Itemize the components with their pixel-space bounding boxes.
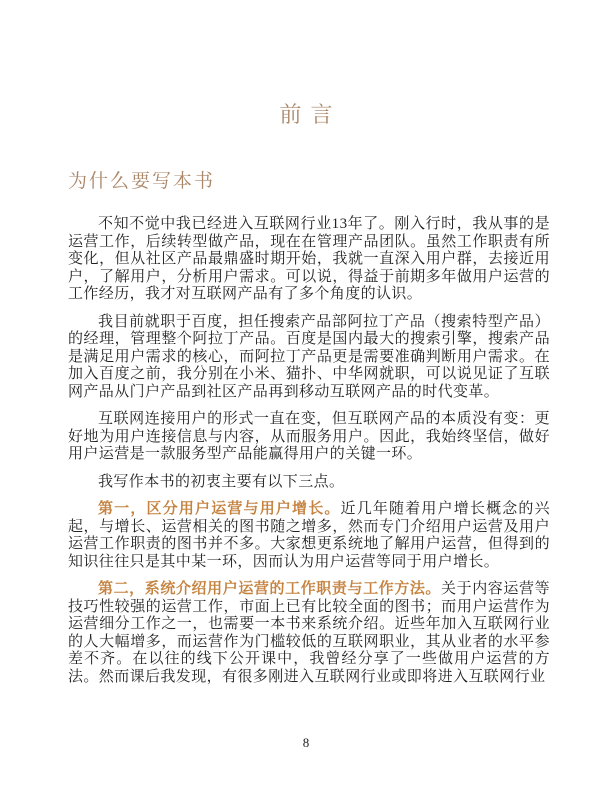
section-heading: 为什么要写本书 <box>68 171 216 192</box>
paragraph-text: 我目前就职于百度，担任搜索产品部阿拉丁产品（搜索特型产品）的经理，管理整个阿拉丁产品。百度是国内最大的搜索引擎，搜索产品是满足用户需求的核心，而阿拉丁产品更是需要准确判断用户需求。在加入百度之前，我分别在小米、猫扑、中华网就职，可以说见证了互联网产品从门户产品到社区产品再到移动互联网产品的时代变革。 <box>68 313 550 400</box>
paragraph-text: 互联网连接用户的形式一直在变，但互联网产品的本质没有变：更好地为用户连接信息与内容，从而服务用户。因此，我始终坚信，做好用户运营是一款服务型产品能赢得用户的关键一环。 <box>68 411 550 462</box>
paragraph <box>68 501 550 571</box>
paragraph-text: 关于内容运营等技巧性较强的运营工作，市面上已有比较全面的图书；而用户运营作为运营细分工作之一，也需要一本书来系统介绍。近些年加入互联网行业的人大幅增多，而运营作为门槛较低的互联网职业，其从业者的水平参差不齐。在以往的线下公开课中，我曾经分享了一些做用户运营的方法。然而课后我发现，有很多刚进入互联网行业或即将进入互联网行业 <box>68 581 550 685</box>
body-text <box>68 216 550 696</box>
paragraph <box>68 411 550 464</box>
paragraph <box>68 581 550 686</box>
paragraph <box>68 314 550 402</box>
page-title: 前言 <box>279 102 342 127</box>
paragraph-text: 近几年随着用户增长概念的兴起，与增长、运营相关的图书随之增多，然而专门介绍用户运营及用户运营工作职责的图书并不多。大家想更系统地了解用户运营，但得到的知识往往只是其中某一环，因而认为用户运营等同于用户增长。 <box>68 501 550 570</box>
page-number: 8 <box>302 735 310 750</box>
paragraph-text: 我写作本书的初衷主要有以下三点。 <box>98 473 345 490</box>
paragraph-lead: 第一，区分用户运营与用户增长。 <box>98 501 341 517</box>
paragraph <box>68 216 550 304</box>
paragraph <box>68 474 550 492</box>
paragraph-lead: 第二，系统介绍用户运营的工作职责与工作方法。 <box>98 581 442 597</box>
paragraph-text: 不知不觉中我已经进入互联网行业13年了。刚入行时，我从事的是运营工作，后续转型做产品，现在在管理产品团队。虽然工作职责有所变化，但从社区产品最鼎盛时期开始，我就一直深入用户群，去接近用户，了解用户，分析用户需求。可以说，得益于前期多年做用户运营的工作经历，我才对互联网产品有了多个角度的认识。 <box>68 216 550 302</box>
